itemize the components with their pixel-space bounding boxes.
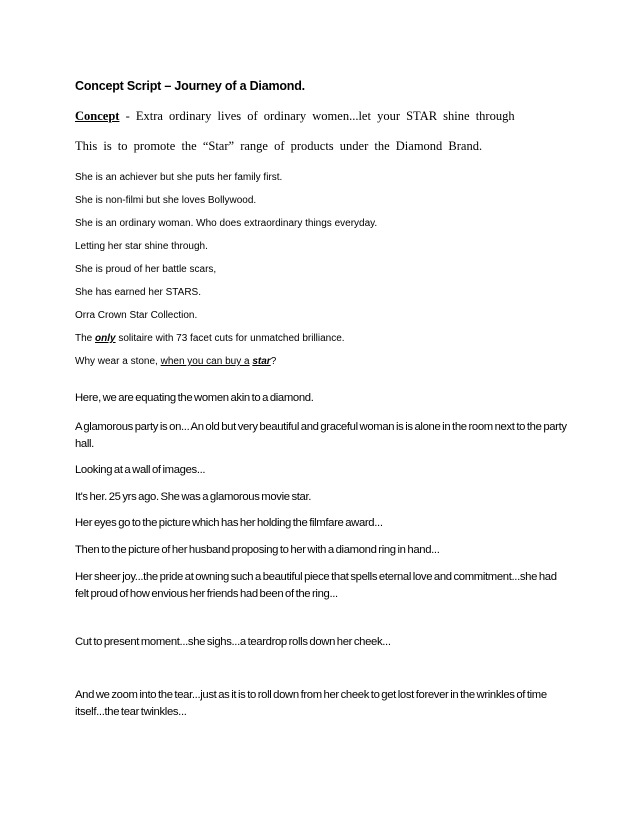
script-line: She is an ordinary woman. Who does extraordinary things everyday. xyxy=(75,218,378,229)
tagline-link[interactable]: when you can buy a xyxy=(160,356,250,367)
script-line: She has earned her STARS. xyxy=(75,287,201,298)
concept-line xyxy=(75,109,515,124)
tagline-post: ? xyxy=(270,356,277,367)
tagline-emphasis: star xyxy=(252,356,271,367)
script-line: She is non-filmi but she loves Bollywood. xyxy=(75,195,257,206)
script-paragraph: Cut to present moment...she sighs...a teardrop rolls down her cheek... xyxy=(75,636,391,648)
script-paragraph: A glamorous party is on... An old but very beautiful and graceful woman is is alone in the room next to the party hall. xyxy=(75,421,567,450)
script-paragraph: It's her. 25 yrs ago. She was a glamorous movie star. xyxy=(75,491,312,503)
document-title: Concept Script – Journey of a Diamond. xyxy=(75,79,305,93)
script-line: Orra Crown Star Collection. xyxy=(75,310,198,321)
tagline xyxy=(75,356,276,367)
promote-line: This is to promote the “Star” range of products under the Diamond Brand. xyxy=(75,139,483,153)
script-paragraph: Then to the picture of her husband proposing to her with a diamond ring in hand... xyxy=(75,544,440,556)
script-paragraph: Her sheer joy...the pride at owning such a beautiful piece that spells eternal love and commitment...she had felt proud of how envious her friends had been of the ring... xyxy=(75,571,557,600)
script-line: She is proud of her battle scars, xyxy=(75,264,217,275)
solitaire-emphasis: only xyxy=(95,333,116,344)
concept-label: Concept xyxy=(75,109,120,123)
script-paragraph: Looking at a wall of images... xyxy=(75,464,206,476)
script-paragraph: Her eyes go to the picture which has her holding the filmfare award... xyxy=(75,517,383,529)
script-paragraph: And we zoom into the tear...just as it is to roll down from her cheek to get lost forever in the wrinkles of time itself...the tear twinkles... xyxy=(75,689,547,718)
solitaire-pre: The xyxy=(75,333,93,344)
concept-text: - Extra ordinary lives of ordinary women...let your STAR shine through xyxy=(125,109,515,123)
solitaire-post: solitaire with 73 facet cuts for unmatched brilliance. xyxy=(118,333,345,344)
script-line: She is an achiever but she puts her family first. xyxy=(75,172,283,183)
tagline-pre: Why wear a stone, xyxy=(75,356,158,367)
solitaire-line xyxy=(75,333,345,344)
script-line: Letting her star shine through. xyxy=(75,241,208,252)
script-paragraph: Here, we are equating the women akin to a diamond. xyxy=(75,392,314,404)
